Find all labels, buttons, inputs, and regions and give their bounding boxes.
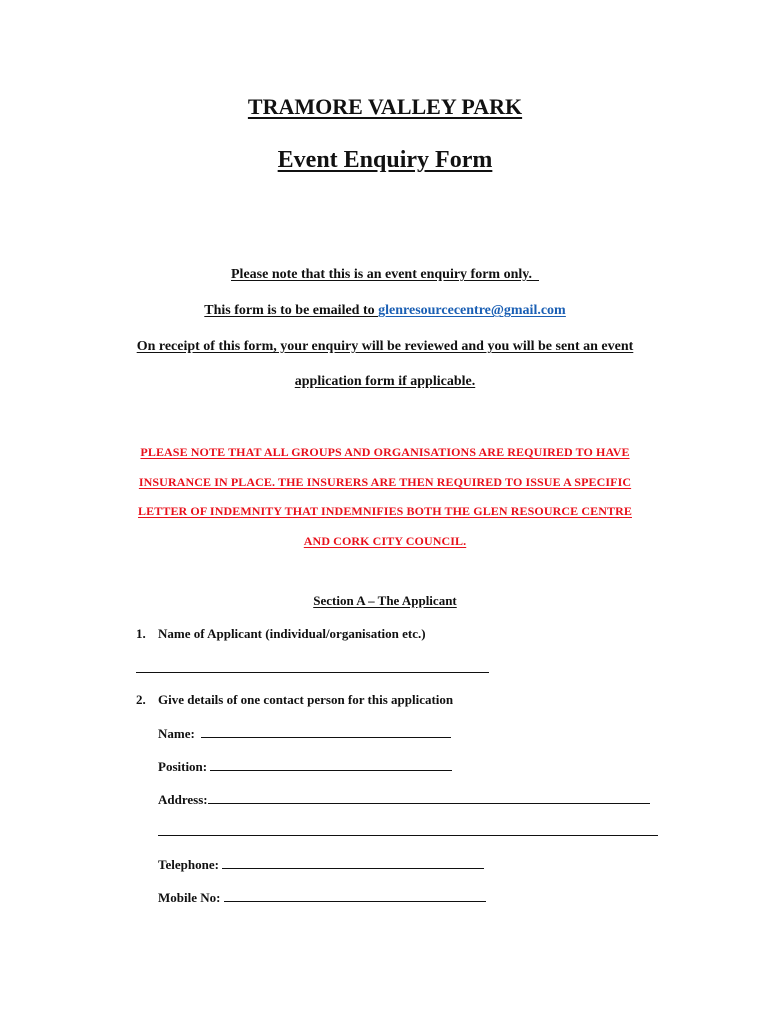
insurance-warning-line-3: LETTER OF INDEMNITY THAT INDEMNIFIES BOTH THE GLEN RESOURCE CENTRE — [138, 504, 632, 518]
question-1-label: Name of Applicant (individual/organisation etc.) — [158, 626, 426, 641]
email-instruction-text: This form is to be emailed to — [204, 303, 379, 318]
contact-name-input[interactable] — [201, 725, 451, 738]
contact-name-label: Name: — [158, 726, 195, 741]
contact-mobile-input[interactable] — [224, 889, 486, 902]
insurance-warning-line-4: AND CORK CITY COUNCIL. — [303, 534, 467, 548]
question-2 — [136, 692, 453, 708]
contact-position-row — [158, 758, 452, 775]
contact-telephone-label: Telephone: — [158, 857, 219, 872]
contact-address-label: Address: — [158, 792, 208, 807]
contact-position-input[interactable] — [210, 758, 452, 771]
contact-address-input[interactable] — [208, 791, 650, 804]
applicant-name-input[interactable] — [136, 660, 489, 678]
document-title: TRAMORE VALLEY PARK — [247, 94, 523, 119]
review-note-line-2: application form if applicable. — [294, 374, 476, 389]
email-link[interactable]: glenresourcecentre@gmail.com — [378, 303, 566, 318]
insurance-warning-line-2: INSURANCE IN PLACE. THE INSURERS ARE THEN REQUIRED TO ISSUE A SPECIFIC — [138, 475, 632, 489]
question-1 — [136, 626, 426, 642]
enquiry-note: Please note that this is an event enquiry form only. — [231, 267, 532, 282]
contact-name-row — [158, 725, 451, 742]
question-2-number: 2. — [136, 692, 146, 707]
question-2-label: Give details of one contact person for this application — [158, 692, 454, 707]
email-instruction — [0, 303, 770, 319]
insurance-warning-line-1: PLEASE NOTE THAT ALL GROUPS AND ORGANISATIONS ARE REQUIRED TO HAVE — [140, 445, 630, 459]
contact-position-label: Position: — [158, 759, 208, 774]
contact-telephone-row — [158, 856, 484, 873]
contact-mobile-label: Mobile No: — [158, 890, 221, 905]
contact-address-row — [158, 791, 650, 808]
review-note-line-1: On receipt of this form, your enquiry will be reviewed and you will be sent an event — [136, 339, 634, 354]
contact-telephone-input[interactable] — [222, 856, 484, 869]
contact-address-line-2-input[interactable] — [158, 823, 658, 841]
form-title: Event Enquiry Form — [277, 147, 493, 173]
section-a-heading: Section A – The Applicant — [313, 593, 457, 608]
contact-mobile-row — [158, 889, 486, 906]
question-1-number: 1. — [136, 626, 146, 641]
